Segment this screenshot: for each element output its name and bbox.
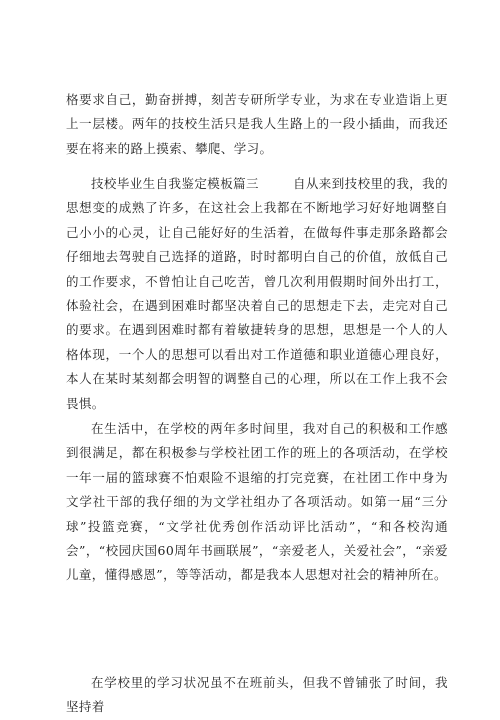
- paragraph-4: 在学校里的学习状况虽不在班前头，但我不曾铺张了时间，我坚持着: [66, 675, 448, 715]
- paragraph-3: 在生活中，在学校的两年多时间里，我对自己的积极和工作感到很满足，都在积极参与学校社团工作的班上的各项活动，在学校一年一届的篮球赛不怕艰险不退缩的打完竞赛，在社团工作中身为文学社干部的我仔细的为文学社组办了各项活动。如第一届“三分球”投篮竞赛，“文学社优秀创作活动评比活动”，“和各校沟通会”，“校园庆国60周年书画联展”，“亲爱老人，关爱社会”，“亲爱儿童，懂得感恩”，等等活动，都是我本人思想对社会的精神所在。: [66, 421, 448, 583]
- section-title: 技校毕业生自我鉴定模板篇三: [91, 176, 259, 191]
- paragraph-2-body: 自从来到技校里的我，我的思想变的成熟了许多，在这社会上我都在不断地学习好好地调整自己小小的心灵，让自己能好好的生活着，在做每件事走那条路都会仔细地去驾驶自己选择的道路，时时都明白自己的价值，放低自己的工作要求，不曾怕让自己吃苦，曾几次利用假期时间外出打工，体验社会，在遇到困难时都坚决着自己的思想走下去，走完对自己的要求。在遇到困难时都有着敏捷转身的思想，思想是一个人的人格体现，一个人的思想可以看出对工作道德和职业道德心理良好，本人在某时某刻都会明智的调整自己的心理，所以在工作上我不会畏惧。: [66, 176, 448, 411]
- paragraph-1: 格要求自己，勤奋拼搏，刻苦专研所学专业，为求在专业造诣上更上一层楼。两年的技校生活只是我人生路上的一段小插曲，而我还要在将来的路上摸索、攀爬、学习。: [66, 92, 448, 156]
- paragraph-2: [66, 172, 448, 416]
